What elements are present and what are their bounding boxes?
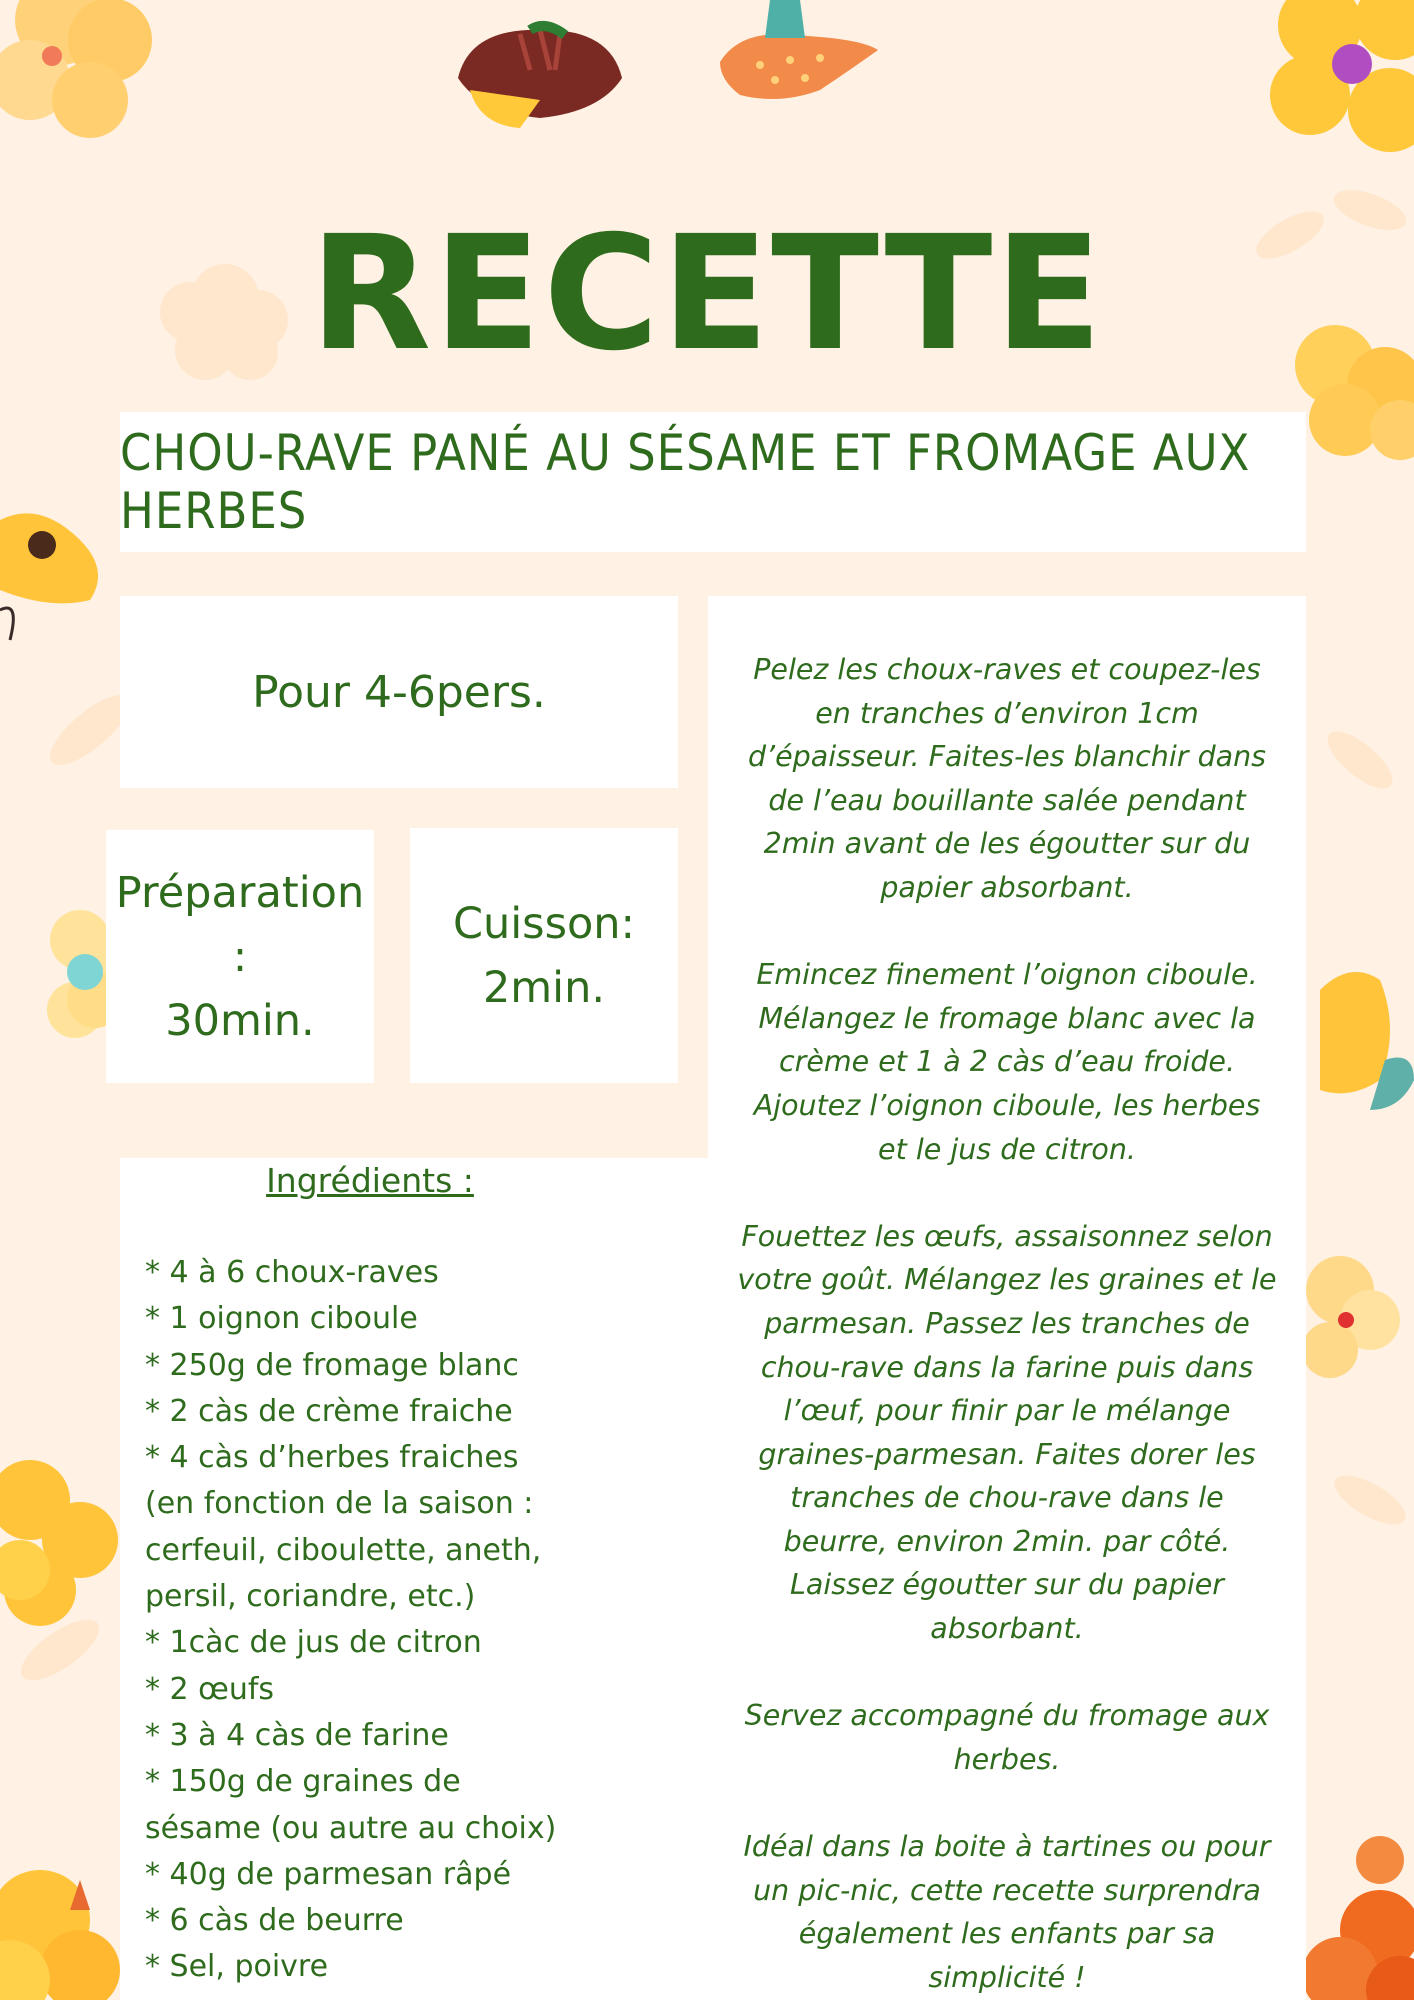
instructions-card [708, 596, 1306, 2000]
ingredient-line: cerfeuil, ciboulette, aneth, [145, 1532, 542, 1568]
servings-card [120, 596, 678, 788]
instruction-paragraph: Servez accompagné du fromage aux herbes. [744, 1699, 1270, 1776]
instruction-paragraph: Idéal dans la boite à tartines ou pour un pic-nic, cette recette surprendra également les enfants par sa simplicité ! [743, 1830, 1271, 1994]
ingredient-line: * 6 càs de beurre [145, 1903, 404, 1939]
ingredient-line: * 150g de graines de [145, 1764, 461, 1800]
preparation-time-card [106, 830, 374, 1083]
ingredient-line: * 3 à 4 càs de farine [145, 1717, 449, 1753]
instruction-paragraph: Pelez les choux-raves et coupez-les en tranches d’environ 1cm d’épaisseur. Faites-les blanchir dans de l’eau bouillante salée pendant 2min avant de les égoutter sur du papier absorbant. [747, 653, 1267, 904]
ingredients-card [120, 1158, 708, 2000]
ingredient-line: * 4 à 6 choux-raves [145, 1255, 439, 1290]
ingredient-line: * Sel, poivre [145, 1949, 329, 1985]
ingredients-heading: Ingrédients : [266, 1161, 474, 1200]
flower-top-left [0, 0, 152, 138]
instruction-paragraph: Emincez finement l’oignon ciboule. Mélangez le fromage blanc avec la crème et 1 à 2 càs d’eau froide. Ajoutez l’oignon ciboule, les herbes et le jus de citron. [753, 958, 1261, 1166]
ingredient-line: * 1 oignon ciboule [145, 1301, 418, 1337]
servings-text: Pour 4-6pers. [252, 666, 546, 718]
ingredient-line: (en fonction de la saison : [145, 1486, 534, 1522]
cuisson-value: 2min. [482, 962, 606, 1013]
ingredient-line: * 250g de fromage blanc [145, 1347, 519, 1383]
recipe-name: CHOU-RAVE PANÉ AU SÉSAME ET FROMAGE AUX HERBES [120, 424, 1251, 540]
ingredient-line: sésame (ou autre au choix) [145, 1810, 557, 1846]
instruction-paragraph: Fouettez les œufs, assaisonnez selon votre goût. Mélangez les graines et le parmesan. Passez les tranches de chou-rave dans la farine puis dans l’œuf, pour finir par le mélange graines-parmesan. Faites dorer les tranches de chou-rave dans le beurre, environ 2min. par côté. Laissez égoutter sur du papier absorbant. [737, 1219, 1277, 1646]
ingredient-line: * 40g de parmesan râpé [145, 1856, 512, 1892]
page-title: RECETTE [309, 202, 1105, 386]
preparation-value: 30min. [165, 995, 315, 1046]
ingredient-line: persil, coriandre, etc.) [145, 1579, 476, 1615]
ingredient-line: * 2 càs de crème fraiche [145, 1393, 513, 1429]
cuisson-label: Cuisson: [452, 898, 636, 949]
ingredient-line: * 1càc de jus de citron [145, 1625, 482, 1661]
cooking-time-card [410, 828, 678, 1083]
recipe-name-card [120, 412, 1306, 552]
preparation-label: Préparation : [115, 867, 365, 982]
ingredient-line: * 2 œufs [145, 1671, 275, 1707]
ingredient-line: * 4 càs d’herbes fraiches [145, 1440, 519, 1476]
